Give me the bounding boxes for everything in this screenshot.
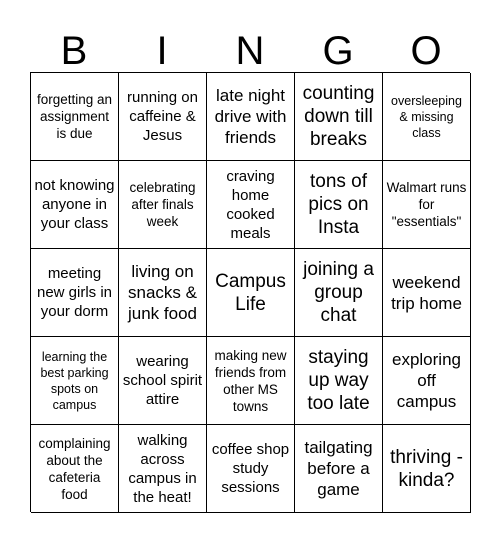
header-letter-n: N [235,29,265,73]
bingo-cell[interactable] [207,73,295,161]
bingo-cell[interactable] [207,337,295,425]
bingo-cell[interactable] [207,249,295,337]
bingo-header [30,30,470,72]
bingo-cell-text: oversleeping & missing class [391,93,462,140]
bingo-cell-text: Campus Life [215,270,286,315]
bingo-cell[interactable] [119,249,207,337]
bingo-cell-text: staying up way too late [307,347,370,414]
bingo-cell[interactable] [383,337,471,425]
header-letter-g: G [322,29,354,73]
bingo-cell[interactable] [31,73,119,161]
bingo-cell-text: learning the best parking spots on campus [40,349,109,412]
header-letter-b: B [60,29,88,73]
bingo-cell[interactable] [207,425,295,513]
bingo-cell-text: living on snacks & junk food [128,262,197,323]
bingo-cell-text: thriving - kinda? [390,446,463,491]
bingo-cell-text: joining a group chat [303,259,374,326]
bingo-cell[interactable] [31,425,119,513]
bingo-cell[interactable] [31,249,119,337]
bingo-cell-text: Walmart runs for "essentials" [386,180,467,229]
bingo-cell-text: not knowing anyone in your class [34,177,115,232]
header-letter-o: O [410,29,442,73]
bingo-cell[interactable] [31,161,119,249]
bingo-cell[interactable] [383,425,471,513]
bingo-cell-text: wearing school spirit attire [122,353,203,408]
bingo-cell-text: walking across campus in the heat! [128,431,197,506]
bingo-cell-text: tailgating before a game [304,438,373,499]
bingo-cell[interactable] [295,249,383,337]
bingo-cell-text: running on caffeine & Jesus [127,89,198,144]
bingo-cell-text: coffee shop study sessions [211,441,290,496]
bingo-cell[interactable] [119,425,207,513]
bingo-cell-text: complaining about the cafeteria food [38,435,111,502]
bingo-cell[interactable] [295,337,383,425]
bingo-cell[interactable] [207,161,295,249]
bingo-cell[interactable] [119,73,207,161]
bingo-cell-text: tons of pics on Insta [308,171,369,238]
bingo-cell[interactable] [119,161,207,249]
header-letter-i: I [156,29,168,73]
bingo-cell[interactable] [119,337,207,425]
bingo-cell-text: making new friends from other MS towns [214,347,287,414]
bingo-cell-text: forgetting an assignment is due [36,92,113,141]
bingo-cell[interactable] [383,73,471,161]
bingo-cell[interactable] [295,73,383,161]
bingo-cell-text: late night drive with friends [214,86,287,147]
bingo-cell[interactable] [31,337,119,425]
bingo-cell-text: craving home cooked meals [226,167,275,242]
bingo-cell-text: meeting new girls in your dorm [36,265,113,320]
bingo-cell-text: weekend trip home [391,272,462,313]
bingo-cell[interactable] [383,249,471,337]
bingo-cell-text: celebrating after finals week [129,180,196,229]
bingo-cell[interactable] [383,161,471,249]
bingo-grid [30,72,470,512]
bingo-cell-text: counting down till breaks [302,83,375,150]
bingo-cell-text: exploring off campus [392,350,461,411]
bingo-cell[interactable] [295,161,383,249]
bingo-cell[interactable] [295,425,383,513]
